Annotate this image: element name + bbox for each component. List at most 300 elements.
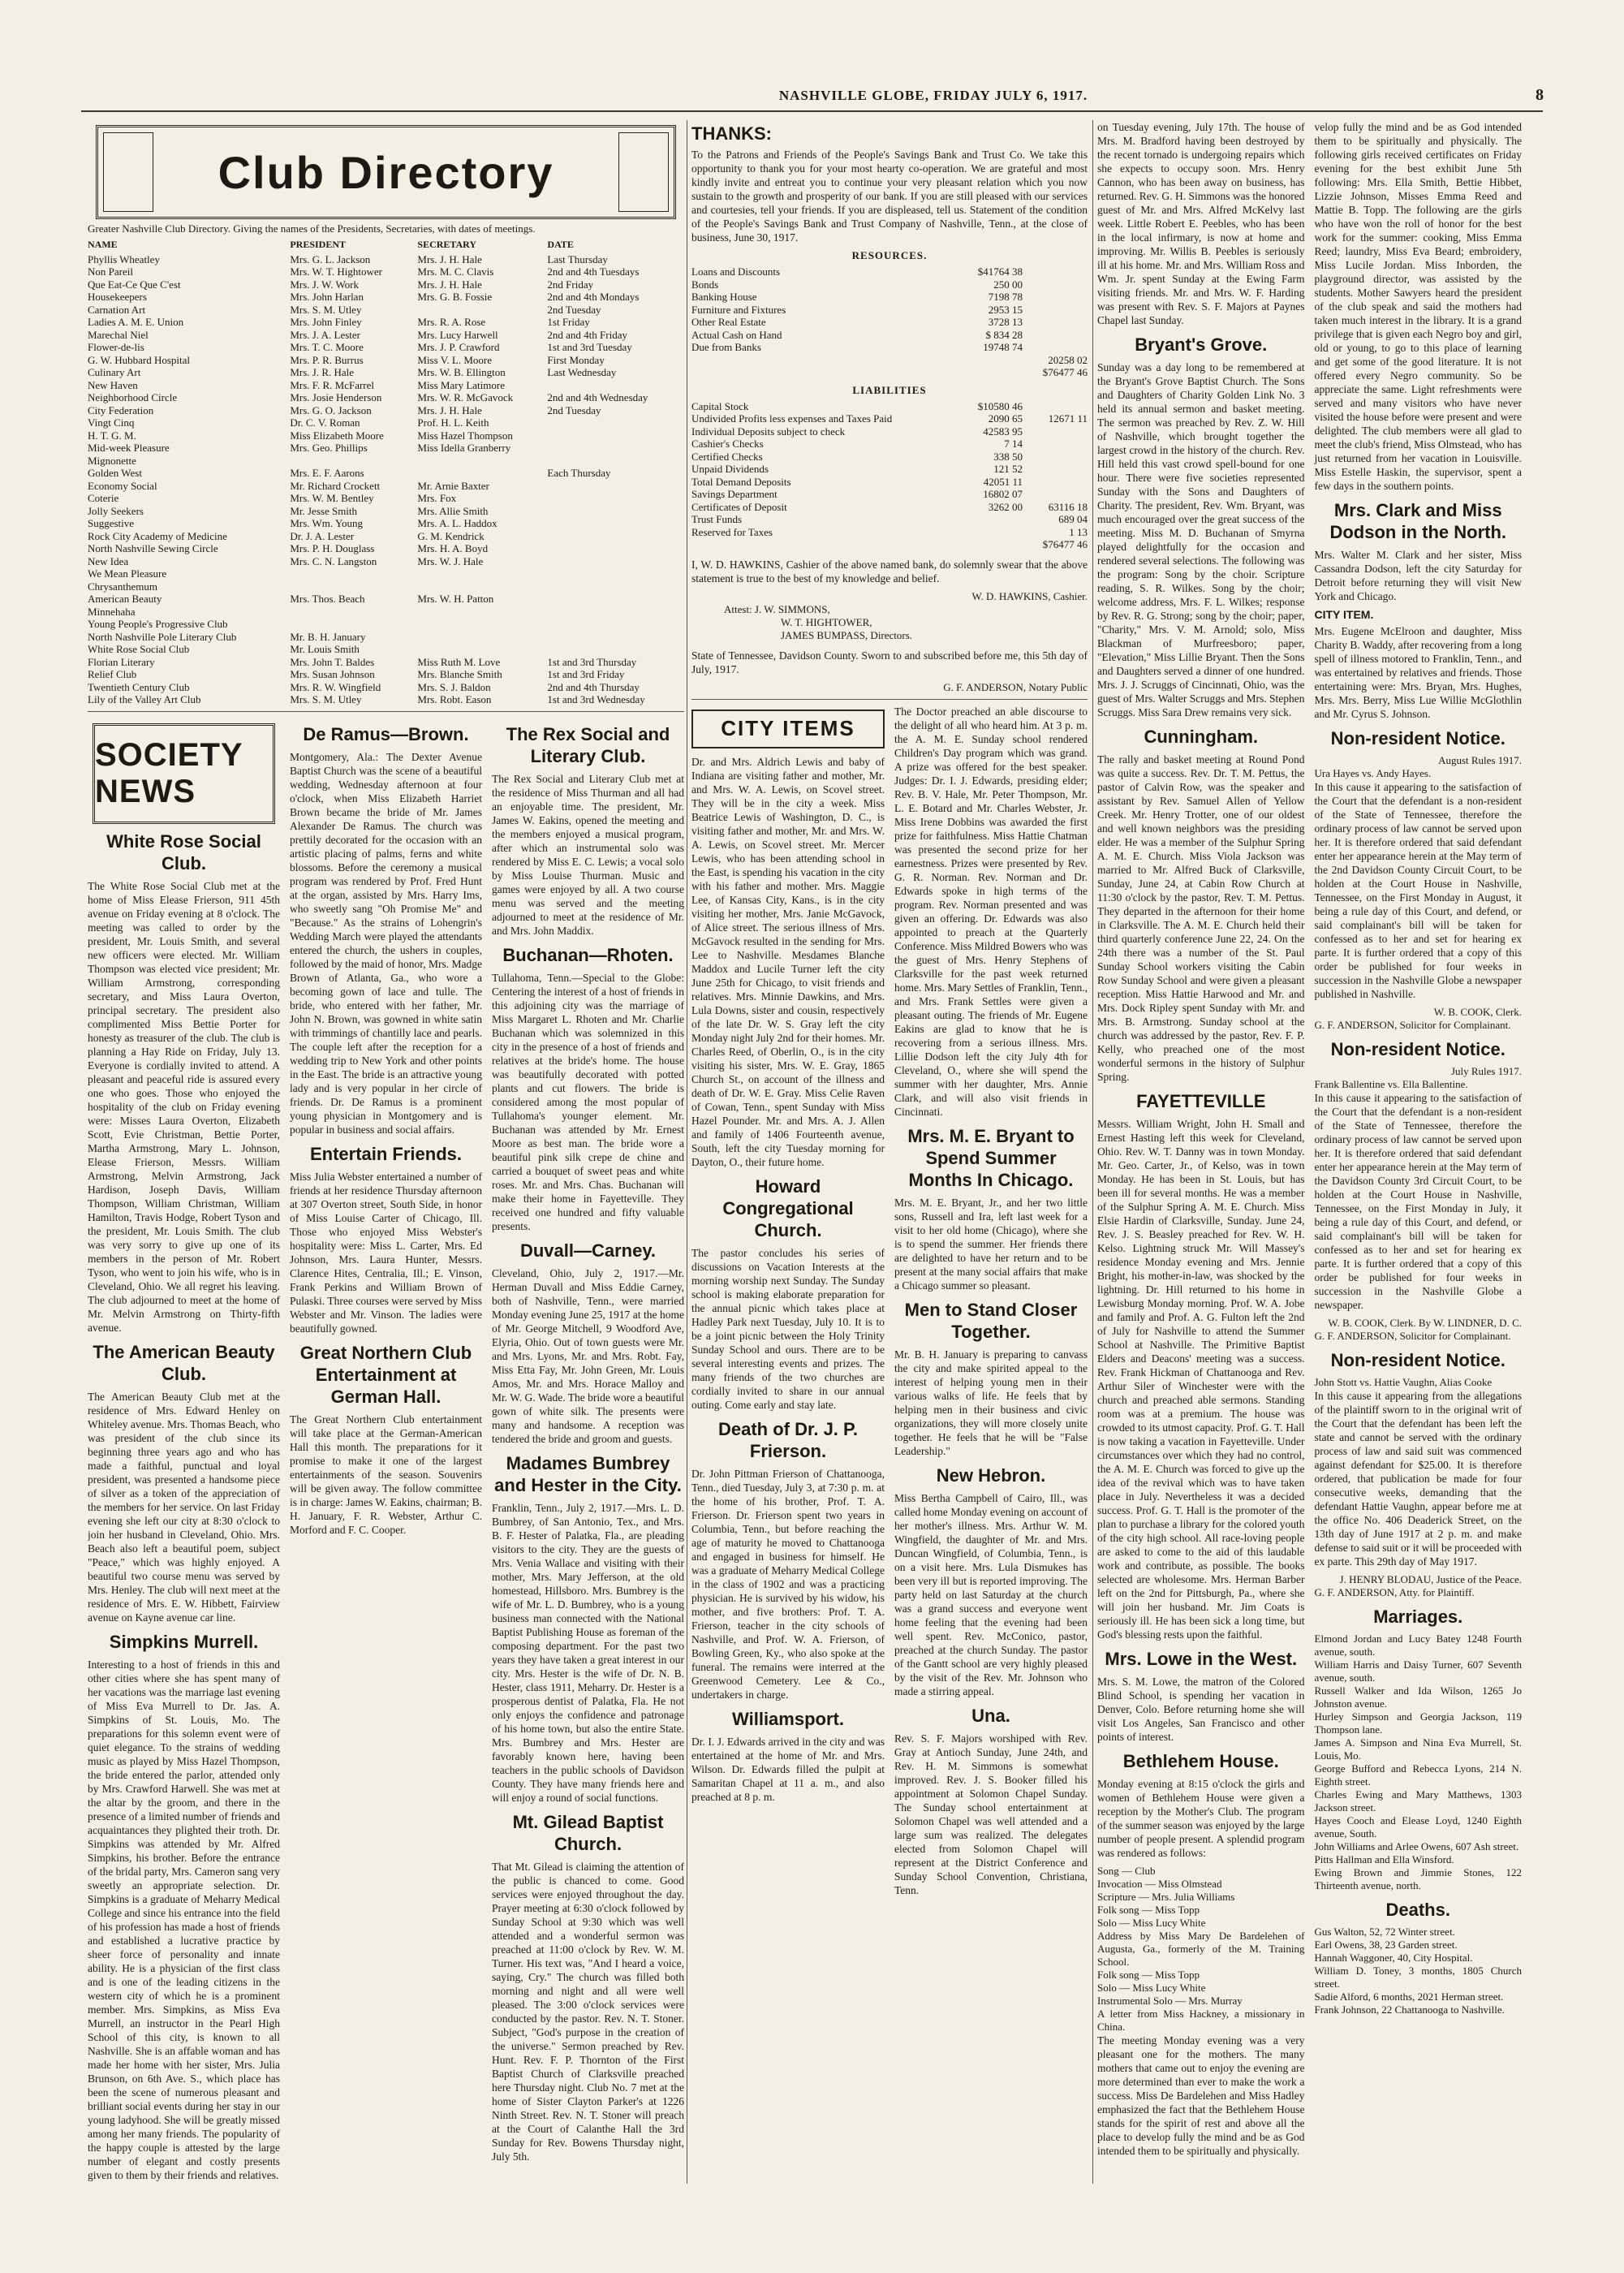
- directory-cell: Mrs. W. M. Bentley: [290, 492, 374, 504]
- directory-cell: 1st and 3rd Tuesday: [547, 341, 632, 353]
- directory-cell: Mrs. R. A. Rose: [417, 316, 486, 328]
- notice-solicitor: G. F. ANDERSON, Atty. for Plaintiff.: [1314, 1586, 1475, 1598]
- statement-amount: $ 834 28: [985, 328, 1023, 341]
- cashier-signature: W. D. HAWKINS, Cashier.: [971, 589, 1088, 602]
- statement-amount: 42051 11: [983, 475, 1023, 488]
- directory-cell: Mrs. G. L. Jackson: [290, 252, 371, 265]
- table-row: [88, 492, 684, 505]
- statement-label: Cashier's Checks: [691, 438, 764, 450]
- statement-label: Capital Stock: [691, 399, 749, 412]
- directory-cell: New Haven: [88, 378, 138, 391]
- article-body: Mrs. M. E. Bryant, Jr., and her two little sons, Russell and Ira, left last week for a visit to her old home (Chicago), where she is to spend the summer. Her friends there are delighted to have her return and to be present at the many social affairs that make a Chicago summer so pleasant.: [894, 1196, 1088, 1292]
- table-row: [88, 606, 684, 619]
- article-body: Dr. John Pittman Frierson of Chattanooga, Tenn., died Tuesday, July 3, at 7:30 p. m. at the home of his brother, Prof. T. A. Frierson. Dr. Frierson spent two years in Columbia, Tenn., but before reaching the age of maturity he moved to Chattanooga and engaged in business for himself. He was a graduate of Meharry Medical College in the class of 1902 and was a practicing physician. He is survived by his widow, his mother, and five brothers: Prof. T. A. Frierson, teacher in the city schools of Nashville, and Prof. W. A. Frierson, of Bowling Green, Ky., who also spoke at the funeral. The remains were interred at the Greenwood Cemetery. Lee & Co., undertakers in charge.: [691, 1467, 885, 1701]
- society-col-b: [290, 717, 482, 2185]
- notary-signature: G. F. ANDERSON, Notary Public: [943, 680, 1088, 693]
- directory-cell: Mrs. Allie Smith: [417, 504, 489, 517]
- statement-row: [691, 278, 1088, 291]
- statement-row: [691, 463, 1088, 476]
- program-item: Invocation — Miss Olmstead: [1097, 1878, 1222, 1890]
- liabilities-table: [691, 400, 1088, 551]
- directory-cell: Mrs. Susan Johnson: [290, 668, 375, 680]
- article-body: Mr. B. H. January is preparing to canvass the city and make spirited appeal to the interest of helping young men in their various walks of life. He feels that by helping men in their business and civic organizations, they will more closely unite together. He feels that he will be "False Leadership.": [894, 1348, 1088, 1457]
- article-heading: Mt. Gilead Baptist Church.: [512, 1811, 664, 1854]
- list-item: George Bufford and Rebecca Lyons, 214 N. Eighth street.: [1314, 1762, 1522, 1788]
- statement-amount: 2953 15: [988, 303, 1023, 316]
- table-row: [88, 643, 684, 656]
- table-row: [88, 693, 684, 706]
- directory-cell: Mrs. Robt. Eason: [417, 693, 492, 705]
- directory-cell: Young People's Progressive Club: [88, 618, 228, 630]
- list-item: Elmond Jordan and Lucy Batey 1248 Fourth avenue, south.: [1314, 1633, 1522, 1658]
- notice-solicitor: G. F. ANDERSON, Solicitor for Complainant.: [1314, 1019, 1511, 1031]
- directory-cell: Mrs. J. H. Hale: [417, 278, 482, 291]
- club-directory-intro: Greater Nashville Club Directory. Giving the names of the Presidents, Secretaries, with dates of meetings.: [88, 222, 536, 235]
- directory-cell: [547, 593, 684, 606]
- directory-cell: [290, 580, 417, 593]
- directory-cell: Mrs. A. L. Haddox: [417, 517, 498, 529]
- directory-cell: Golden West: [88, 467, 142, 479]
- directory-cell: Lily of the Valley Art Club: [88, 693, 201, 705]
- statement-label: Loans and Discounts: [691, 265, 781, 278]
- column-right: [1097, 120, 1522, 2184]
- directory-cell: [547, 416, 684, 429]
- statement-row: [691, 291, 1088, 304]
- statement-row: [691, 526, 1088, 539]
- article-body: The meeting Monday evening was a very pleasant one for the mothers. The many mothers that came out to enjoy the evening are more determined than ever to make the work a success. Miss De Bardelehen and Miss Hadley emphasized the fact that the Bethlehem House stands for the spirit of rest and above all the place to develop fully the mind and be as God intended them to be spiritually and physically.: [1097, 2034, 1305, 2157]
- article-body: velop fully the mind and be as God intended them to be spiritually and physically. The following girls received certificates on Friday evening for the best exhibit June 5th following: Mrs. Ella Smith, Bettie Hibbet, Lizzie Johnson, Misses Emma Reed and Mattie B. Topp. The following are the girls who have won the roll of honor for the best work for the summer: cooking, Miss Emma Reed; laundry, Miss Eva Beard; embroidery, Miss Lucile Jordan. Miss Inborden, the playground director, was assisted by the students. Mother Sawyers heard the president of the club speak and said the mothers had taken much interest in the library. It is a grand privilege that is given each Negro boy and girl, old or young, to go to this place of learning and get some of the good literature. It is not offered every Negro community. So be appreciate the same. Light refreshments were served and many visitors who have never visited the house before were present and were delighted. The club members were all glad to meet the club's friend, Miss Olmstead, who has just returned from her vacation in Louisville. Miss Estelle Haskin, the supervisor, spent a few days in the southern points.: [1314, 121, 1522, 492]
- statement-total: [1023, 329, 1088, 342]
- statement-label: Total Demand Deposits: [691, 475, 791, 488]
- masthead: NASHVILLE GLOBE, FRIDAY JULY 6, 1917.: [778, 88, 1088, 103]
- list-item: John Williams and Arlee Owens, 607 Ash street.: [1314, 1840, 1519, 1852]
- directory-cell: Miss Mary Latimore: [417, 378, 505, 391]
- directory-cell: Mrs. G. B. Fossie: [417, 291, 493, 303]
- directory-header: SECRETARY: [417, 239, 477, 250]
- table-row: [88, 580, 684, 593]
- directory-cell: Mrs. Thos. Beach: [290, 593, 365, 605]
- directory-cell: [417, 567, 547, 580]
- column-left: [88, 120, 684, 2184]
- directory-cell: Mrs. T. C. Moore: [290, 341, 364, 353]
- directory-cell: Economy Social: [88, 479, 157, 492]
- directory-cell: [290, 567, 417, 580]
- marriages-heading: Marriages.: [1373, 1607, 1463, 1627]
- statement-label: [691, 354, 966, 367]
- directory-cell: Mr. Richard Crockett: [290, 479, 381, 492]
- directory-cell: [547, 429, 684, 442]
- article-heading: Mrs. Clark and Miss Dodson in the North.: [1329, 500, 1507, 542]
- directory-cell: Carnation Art: [88, 303, 146, 316]
- resources-table: [691, 265, 1088, 379]
- directory-cell: Miss Elizabeth Moore: [290, 429, 384, 442]
- statement-row: [691, 425, 1088, 438]
- notice-body: In this cause it appearing to the satisfaction of the Court that the defendant is a non-resident of the State of Tennessee, therefore the ordinary process of law cannot be served upon her. It is therefore ordered that said defendant enter her appearance herein at the May term of the 2nd Davidson County Circuit Court, to be holden at the Court House in Nashville, Tennessee, on the First Monday in August, it being a rule day of this Court, and defend, or said complainant's bill will be taken for confessed as to her and set for hearing ex parte. It is further ordered that a copy of this order be published for four weeks in succession in the Nashville Globe a newspaper published in Nashville.: [1314, 781, 1522, 1000]
- directory-cell: City Federation: [88, 403, 154, 416]
- statement-amount: 19748 74: [983, 341, 1023, 353]
- directory-cell: Miss Ruth M. Love: [417, 655, 501, 668]
- statement-label: [691, 538, 966, 551]
- directory-cell: Mrs. J. A. Lester: [290, 328, 360, 341]
- directory-cell: [547, 631, 684, 644]
- table-row: [88, 530, 684, 543]
- attest-line: JAMES BUMPASS, Directors.: [781, 628, 913, 641]
- statement-total: [1023, 291, 1088, 304]
- directory-cell: Mrs. R. W. Wingfield: [290, 680, 381, 693]
- directory-cell: Mrs. John Finley: [290, 316, 362, 328]
- statement-total: $76477 46: [1042, 366, 1088, 378]
- article-heading: Madames Bumbrey and Hester in the City.: [494, 1452, 682, 1495]
- statement-total: [1023, 265, 1088, 278]
- directory-cell: Mrs. J. W. Work: [290, 278, 359, 291]
- city-items-col-a: [691, 705, 885, 1902]
- city-items-col-b: [894, 705, 1088, 1902]
- directory-header: DATE: [547, 239, 574, 250]
- directory-cell: Housekeepers: [88, 291, 147, 303]
- table-row: [88, 505, 684, 518]
- table-row: [88, 291, 684, 304]
- statement-label: Due from Banks: [691, 341, 761, 353]
- notice-heading: Non-resident Notice.: [1330, 1350, 1506, 1370]
- directory-cell: Mrs. John Harlan: [290, 291, 364, 303]
- directory-cell: Marechal Niel: [88, 328, 149, 341]
- directory-cell: Mrs. John T. Baldes: [290, 655, 375, 668]
- statement-label: Certificates of Deposit: [691, 500, 787, 513]
- directory-cell: [547, 606, 684, 619]
- directory-header: NAME: [88, 239, 118, 250]
- directory-cell: Non Pareil: [88, 265, 133, 278]
- article-heading: De Ramus—Brown.: [303, 723, 469, 744]
- directory-cell: Mrs. S. M. Utley: [290, 303, 362, 316]
- directory-cell: [547, 517, 684, 530]
- program-item: Address by Miss Mary De Bardelehen of Augusta, Ga., formerly of the M. Training School.: [1097, 1930, 1305, 1968]
- list-item: Frank Johnson, 22 Chattanooga to Nashville.: [1314, 2003, 1505, 2016]
- directory-cell: Dr. J. A. Lester: [290, 529, 355, 542]
- table-row: [88, 379, 684, 392]
- directory-cell: [547, 379, 684, 392]
- directory-cell: 2nd and 4th Thursday: [547, 680, 640, 693]
- program-item: Song — Club: [1097, 1865, 1156, 1877]
- notice-parties: Ura Hayes vs. Andy Hayes.: [1314, 767, 1432, 779]
- attest-line: Attest: J. W. SIMMONS,: [724, 602, 830, 615]
- directory-cell: Coterie: [88, 492, 119, 504]
- directory-cell: North Nashville Sewing Circle: [88, 542, 218, 554]
- list-item: Gus Walton, 52, 72 Winter street.: [1314, 1926, 1455, 1938]
- statement-amount: 3262 00: [988, 500, 1023, 513]
- directory-cell: Dr. C. V. Roman: [290, 416, 360, 429]
- article-body: Tullahoma, Tenn.—Special to the Globe: Centering the interest of a host of friends in this adjoining city was the marriage of Miss Margaret L. Rhoten and Mr. Charlie Buchanan which was solemnized in this city in the presence of a host of friends and relatives at the bride's home. The house was beautifully decorated with potted plants and cut flowers. The bride is considered among the most popular of Tullahoma's younger element. Mr. Buchanan was attended by Mr. Ernest Moore as best man. The bride wore a beautiful pink silk crepe de chine and carried a bouquet of sweet peas and white roses. Mr. and Mrs. Chas. Buchanan will make their home in Fayetteville. They received one hundred and fifty valuable presents.: [492, 971, 684, 1232]
- article-body: Interesting to a host of friends in this and other cities where she has spent many of her vacations was the marriage last evening of Miss Eva Murrell to Dr. Jas. A. Simpkins of St. Louis, Mo. The preparations for this solemn event were of quiet elegance. To the strains of wedding music as played by Miss Hazel Thompson, the bride entered the parlor, attended only by Mrs. Crawford Harwell. She was met at the altar by the groom, and there in the presence of a limited number of friends and acquaintances they plighted their troth. Dr. Simpkins was attended by Mr. Alfred Simpkins, his brother. Before the entrance of the bridal party, Mrs. Cameron sang very sweetly an appropriate selection. Dr. Simpkins is a graduate of Meharry Medical College and since his entrance into the field of his profession has made a host of friends and established a lucrative practice by sheer force of personality and innate ability. He is a physician of the first class and is one of the leading citizens in the western city of which he is a prominent member. Mrs. Simpkins, as Miss Eva Murrell, an instructor in the Pearl High School of this city, is known to all Nashville. She is an affable woman and has made her home with her sister, Mrs. Julia Brunson, on 6th Ave. S., which place has been the scene of numerous pleasant and brilliant social events during her stay in our young ladyhood. She will be greatly missed among her many friends. The popularity of the happy couple is attested by the large number of elegant and costly presents given to them by their friends and relatives.: [88, 1658, 280, 2181]
- statement-label: Undivided Profits less expenses and Taxes Paid: [691, 412, 893, 425]
- directory-cell: 2nd and 4th Wednesday: [547, 391, 648, 403]
- directory-cell: Miss V. L. Moore: [417, 353, 493, 366]
- table-row: [88, 316, 684, 329]
- statement-amount: 250 00: [993, 278, 1023, 291]
- statement-label: Other Real Estate: [691, 316, 766, 328]
- directory-cell: Miss Idella Granberry: [417, 442, 511, 454]
- statement-total: [1023, 425, 1088, 438]
- directory-cell: [290, 618, 417, 631]
- directory-cell: Mrs. Wm. Young: [290, 517, 364, 529]
- notice-body: In this cause it appearing to the satisfaction of the Court that the defendant is a non-resident of the State of Tennessee, therefore the ordinary process of law cannot be served upon her. It is therefore ordered that said defendant enter her appearance herein at the May term of the Davidson County 3rd Circuit Court, to be holden at the Court House in Nashville, Tennessee, on the First Monday in July, it being a rule day of this Court, and defend, or said complainant's bill will be taken for confessed as to her and set for hearing ex parte. It is further ordered that a copy of this order be published for four weeks in succession in the Nashville Globe a newspaper.: [1314, 1092, 1522, 1311]
- list-item: Pitts Hallman and Ella Winsford.: [1314, 1853, 1454, 1865]
- directory-cell: Miss Hazel Thompson: [417, 429, 513, 442]
- article-heading: CITY ITEM.: [1314, 608, 1374, 621]
- article-body: Miss Bertha Campbell of Cairo, Ill., was called home Monday evening on account of her mother's illness. Mrs. Arthur W. M. Wingfield, the daughter of Mr. and Mrs. Duncan Wingfield, of Columbia, Tenn., is on a visit here. Mrs. Lula Dismukes has been very ill but is reported improving. The party held on last Saturday at the church was a grand success and everyone went home feeling that the evening had been well spent. Rev. McConico, pastor, preached at the church Sunday. The pastor of the Gantt school are very highly pleased by the visit of the Rev. Mr. Johnson who made a stirring appeal.: [894, 1491, 1088, 1697]
- statement-amount: 7 14: [1004, 438, 1023, 450]
- list-item: Sadie Alford, 6 months, 2021 Herman street.: [1314, 1990, 1504, 2003]
- list-item: William D. Toney, 3 months, 1805 Church street.: [1314, 1965, 1522, 1990]
- statement-amount: $10580 46: [977, 399, 1023, 412]
- article-heading: White Rose Social Club.: [106, 830, 261, 873]
- deaths-list: [1315, 1926, 1523, 2016]
- directory-cell: 1st and 3rd Thursday: [547, 655, 637, 668]
- directory-cell: [417, 631, 547, 644]
- list-item: Russell Walker and Ida Wilson, 1265 Jo Johnston avenue.: [1314, 1684, 1522, 1710]
- program-item: A letter from Miss Hackney, a missionary in China.: [1097, 2008, 1305, 2033]
- club-directory-table: [88, 235, 684, 706]
- directory-cell: Mrs. J. H. Hale: [417, 403, 482, 416]
- directory-cell: Mr. Jesse Smith: [290, 504, 358, 517]
- directory-cell: Mrs. W. R. McGavock: [417, 391, 514, 403]
- statement-total: [1023, 400, 1088, 413]
- statement-amount: 42583 95: [983, 425, 1023, 438]
- table-row: [88, 593, 684, 606]
- directory-cell: Florian Literary: [88, 655, 155, 668]
- article-heading: Buchanan—Rhoten.: [502, 944, 674, 965]
- notice-heading: Non-resident Notice.: [1330, 1039, 1506, 1059]
- article-body: Mrs. Eugene McElroon and daughter, Miss Charity B. Waddy, after recovering from a long spell of illness motored to Franklin, Tenn., and was entertained by relatives and friends. Those entertaining were: Mrs. Bryan, Mrs. Hughes, Mrs. Mrs. Berry, Miss Lue Willie McGlothlin and Mr. Cyrus S. Johnson.: [1314, 625, 1522, 720]
- article-body: Dr. I. J. Edwards arrived in the city and was entertained at the home of Mr. and Mrs. Wilson. Dr. Edwards filled the pulpit at Samaritan Chapel at 11 a. m., and also preached at 8 p. m.: [691, 1735, 885, 1803]
- article-body: Mrs. S. M. Lowe, the matron of the Colored Blind School, is spending her vacation in Denver, Colo. Before returning home she will visit Los Angeles, San Francisco and other points of interest.: [1097, 1676, 1305, 1743]
- directory-cell: Mrs. P. H. Douglass: [290, 542, 375, 554]
- directory-cell: We Mean Pleasure: [88, 567, 167, 580]
- article-heading: Bethlehem House.: [1122, 1751, 1279, 1771]
- statement-row: [691, 265, 1088, 278]
- column-middle: [691, 120, 1088, 2184]
- table-row: [88, 480, 684, 493]
- statement-total: [1023, 438, 1088, 451]
- statement-label: Savings Department: [691, 488, 778, 500]
- article-body: Franklin, Tenn., July 2, 1917.—Mrs. L. D. Bumbrey, of San Antonio, Tex., and Mrs. B. F. Hester of Palatka, Fla., are pleading visitors to the city. They are the guests of Mrs. Venia Wallace and visiting with their mother, Mrs. Mary Jefferson, at the old homestead, Hillsboro. Mrs. Bumbrey is the wife of Mr. L. D. Bumbrey, who is a young business man connected with the National Baptist Publishing House as foreman of the composing department. For the past two years they have taken a great interest in our city. Mrs. Hester is the wife of Dr. N. B. Hester, class 1911, Meharry. Dr. Hester is a prosperous dentist of Palatka, Fla. He not only enjoys the confidence and patronage of his home town, but also the entire State. Mrs. Bumbrey and Mrs. Hester are favorably known here, having been teachers in the public schools of Davidson County. They have many friends here and will enjoy a round of social functions.: [492, 1501, 684, 1804]
- directory-cell: 2nd and 4th Tuesdays: [547, 265, 640, 278]
- article-body: Messrs. William Wright, John H. Small and Ernest Hasting left this week for Cleveland, Ohio. Rev. W. T. Danny was in town Monday. Mr. Geo. Carter, Jr., of Kelso, was in town Monday. He has been in St. Louis, but has been ill for several months. He was a member of the Sulphur Spring A. M. E. Church. Miss Elsie Hardin of Clarksville, Sunday. June 24, Rev. J. S. Beasley preached for Rev. W. H. Kelso. Lightning struck Mr. Will Massey's residence Monday evening and Mrs. Jennie Bright, his mother-in-law, was shocked by the lightning. Dr. Hill returned to his home in Lewisburg Monday morning. Prof. W. A. Jobe and family and Prof. A. G. Fulton left the 2nd of July for Nashville to attend the Summer School at Nashville. The Primitive Baptist Elders and Deacons' meeting was a success. Rev. Frank Hickman of Chattanooga and Rev. Arthur Siler of Winchester were with the church and preached able sermons. Standing room was at a premium. The house was crowded to its utmost capacity. Prof. G. T. Hall is now taking a vacation in Fayetteville. Under circumstances over which they had no control, the A. M. E. Church was forced to give up the idea of the revival which was to have taken place in July. Nevertheless it was a decided success. Prof. G. T. Hall is the promoter of the plan to purchase a library for the colored youth of the city high school. All race-loving people are asked to come to the aid of this laudable work and contribute, as possible. The books selected are wholesome. Mrs. Herman Barber left on the 2nd for Pittsburgh, Pa., where she will join her husband. Mr. Jim Coats is seriously ill. He has been sick a long time, but God's blessing rests upon the faithful.: [1097, 1118, 1305, 1641]
- directory-cell: Last Thursday: [547, 252, 608, 265]
- statement-row: [691, 366, 1088, 379]
- article-body: Dr. and Mrs. Aldrich Lewis and baby of Indiana are visiting father and mother, Mr. and Mrs. W. A. Lewis, on Scovel street. They will be in the city a week. Miss Beatrice Lewis of Washington, D. C., is visiting father and mother, Mr. and Mrs. W. A. Lewis, on Scovel street. Mr. Mercer Lewis, who has been attending school in the East, is spending his vacation in the city with his father and mother. Mrs. Maggie Lee, of Kansas City, Kans., is in the city visiting her mother, Mrs. Janie McGavock, of Alice street. The serious illness of Mrs. McGavock resulted in the sending for Mrs. Lee to Nashville. Mesdames Blanche Maddox and Lucile Turner left the city June 25th for Chicago, to visit friends and relatives. Mrs. Minnie Dawkins, and Mrs. Lula Downs, sister and cousin, respectively of the late Dr. W. S. Gray left the city Monday night July 2nd for their homes. Mr. Charles Reed, of Oberlin, O., is in the city visiting his sister, Mrs. W. E. Gray, 1865 Church St., on account of the illness and death of Dr. W. E. Gray. Miss Celie Raven of Cowan, Tenn., spent Sunday with Miss Hazel Pounder. Mr. and Mrs. A. J. Allen and family of 1406 Fourteenth avenue, South, left the city Tuesday morning for Dayton, O., their future home.: [691, 755, 885, 1168]
- directory-cell: [547, 567, 684, 580]
- statement-total: $76477 46: [1042, 538, 1088, 550]
- directory-cell: Mrs. C. N. Langston: [290, 554, 377, 567]
- program-item: Scripture — Mrs. Julia Williams: [1097, 1891, 1235, 1903]
- table-row: [88, 278, 684, 291]
- notice-heading: Non-resident Notice.: [1330, 728, 1506, 748]
- directory-cell: [547, 480, 684, 493]
- directory-cell: Mrs. M. C. Clavis: [417, 265, 494, 278]
- directory-cell: 2nd and 4th Mondays: [547, 291, 640, 303]
- directory-cell: Mrs. J. P. Crawford: [417, 341, 500, 353]
- statement-total: [1023, 463, 1088, 476]
- notice-signature: W. B. COOK, Clerk.: [1433, 1006, 1522, 1018]
- thanks-body: To the Patrons and Friends of the People's Savings Bank and Trust Co. We take this opportunity to thank you for your most hearty co-operation. We are grateful and most kindly invite and entreat you to continue your very pleasant relation which you now sustain to the growth and prosperity of our bank. If you are still pleased with our services and courtesies, tell your friends. If you are displeased, tell us. Statement of the condition of the People's Savings Bank and Trust Company of Nashville, Tenn., at the close of business, June 30, 1917.: [691, 149, 1088, 244]
- notice-signature: J. HENRY BLODAU, Justice of the Peace.: [1339, 1573, 1522, 1585]
- directory-cell: Vingt Cinq: [88, 416, 135, 429]
- table-row: [88, 404, 684, 417]
- table-row: [88, 542, 684, 555]
- table-row: [88, 442, 684, 455]
- society-news-title: SOCIETY NEWS: [95, 736, 243, 809]
- directory-cell: Mrs. S. J. Baldon: [417, 680, 491, 693]
- statement-total: 12671 11: [1048, 412, 1088, 425]
- statement-row: [691, 341, 1088, 354]
- directory-cell: North Nashville Pole Literary Club: [88, 630, 237, 643]
- statement-total: 1 13: [1069, 525, 1088, 538]
- article-heading: New Hebron.: [936, 1464, 1046, 1486]
- statement-total: [1023, 278, 1088, 291]
- directory-cell: 2nd Friday: [547, 278, 594, 291]
- statement-label: Individual Deposits subject to check: [691, 425, 846, 438]
- directory-cell: White Rose Social Club: [88, 643, 190, 655]
- directory-cell: [547, 455, 684, 468]
- directory-cell: [417, 618, 547, 631]
- table-row: [88, 555, 684, 568]
- article-heading: Howard Congregational Church.: [722, 1175, 854, 1240]
- article-heading: FAYETTEVILLE: [1136, 1091, 1266, 1111]
- society-col-a: [88, 717, 280, 2185]
- article-body: The rally and basket meeting at Round Pond was quite a success. Rev. Dr. T. M. Pettus, the pastor of Calvin Row, was the speaker and assistant by Rev. Samuel Allen of Yellow Creek. Mr. Henry Trotter, one of our oldest and well known neighbors was the presiding elder. He was a member of the Sulphur Spring A. M. E. Church. Miss Viola Jackson was married to Mr. Alfred Buck of Clarksville, Sunday, June 24, at Cabin Row Church at 11:30 o'clock by the pastor, Rev. T. M. Pettus. They departed in the afternoon for their home in Clarksville. The A. M. E. Church held their third quarterly conference June 22, 24. On the 24th there was a number of the St. Paul Sunday School workers visiting the Cabin Row Sunday School and were given a pleasant reception. Miss Hattie Harwood and Mr. and Mrs. Dock Ripley spent Sunday with Mr. and Mrs. B. Armstrong. Sunday school at the church was addressed by the pastor, Rev. F. P. Kelly, who preached one of the most wonderful sermons in the history of Sulphur Spring.: [1097, 753, 1305, 1083]
- statement-amount: 16802 07: [983, 488, 1023, 500]
- article-heading: Bryant's Grove.: [1135, 334, 1268, 355]
- directory-cell: Rock City Academy of Medicine: [88, 529, 227, 542]
- statement-amount: [966, 354, 1023, 367]
- statement-row: [691, 476, 1088, 489]
- directory-cell: Chrysanthemum: [88, 580, 157, 593]
- table-row: [88, 341, 684, 354]
- directory-cell: [547, 530, 684, 543]
- directory-cell: [290, 455, 417, 468]
- table-row: [88, 455, 684, 468]
- club-directory-title: Club Directory: [218, 146, 554, 198]
- directory-cell: Mrs. Fox: [417, 492, 457, 504]
- directory-cell: [417, 304, 547, 317]
- directory-cell: [290, 606, 417, 619]
- directory-cell: Culinary Art: [88, 366, 141, 378]
- directory-cell: Mrs. W. J. Hale: [417, 554, 484, 567]
- right-col-b: [1315, 120, 1523, 2163]
- statement-amount: $41764 38: [977, 265, 1023, 278]
- statement-label: Certified Checks: [691, 450, 763, 463]
- article-heading: Death of Dr. J. P. Frierson.: [718, 1418, 858, 1461]
- directory-cell: Mrs. Geo. Phillips: [290, 442, 368, 454]
- directory-cell: Phyllis Wheatley: [88, 252, 160, 265]
- directory-cell: [417, 467, 547, 480]
- table-row: [88, 416, 684, 429]
- cashier-oath: I, W. D. HAWKINS, Cashier of the above named bank, do solemnly swear that the above statement is true to the best of my knowledge and belief.: [691, 558, 1088, 584]
- directory-cell: [417, 455, 547, 468]
- directory-cell: Prof. H. L. Keith: [417, 416, 489, 429]
- article-heading: The American Beauty Club.: [93, 1341, 275, 1384]
- statement-row: [691, 451, 1088, 464]
- directory-cell: Mrs. F. R. McFarrel: [290, 378, 375, 391]
- attest-line: W. T. HIGHTOWER,: [781, 615, 872, 628]
- article-heading: Mrs. M. E. Bryant to Spend Summer Months In Chicago.: [907, 1125, 1075, 1190]
- directory-cell: Minnehaha: [88, 605, 136, 618]
- article-body: The Great Northern Club entertainment will take place at the German-American Hall this month. The preparations for it promise to make it one of the largest entertainments of the season. Souvenirs will be given away. The follow committee is in charge: James W. Eakins, chairman; B. H. January, F. R. Webster, Arthur C. Morford and F. C. Cooper.: [290, 1413, 482, 1536]
- statement-amount: [966, 526, 1023, 539]
- directory-cell: First Monday: [547, 353, 605, 366]
- statement-total: [1023, 304, 1088, 317]
- directory-cell: Suggestive: [88, 517, 135, 529]
- directory-cell: Relief Club: [88, 668, 137, 680]
- list-item: Charles Ewing and Mary Matthews, 1303 Jackson street.: [1314, 1788, 1522, 1814]
- statement-total: [1023, 341, 1088, 354]
- article-heading: Cunningham.: [1144, 727, 1259, 747]
- statement-total: 63116 18: [1048, 500, 1088, 513]
- directory-cell: Mignonette: [88, 454, 136, 467]
- society-columns: [88, 717, 684, 2185]
- article-heading: Duvall—Carney.: [519, 1240, 657, 1261]
- right-columns: [1097, 120, 1522, 2163]
- article-body: Montgomery, Ala.: The Dexter Avenue Baptist Church was the scene of a beautiful wedding, Wednesday afternoon at four o'clock, when Miss Elizabeth Harriet Brown became the bride of Mr. James Alexander De Ramus. The church was prettily decorated for the occasion with an artistic placing of palms, ferns and white blossoms. Before the ceremony a musical program was rendered by Prof. Fred Hunt at the organ, assisted by Mrs. Harry Ims, who sweetly sang "Oh Promise Me" and "Because." As the strains of Lohengrin's Wedding March were played the attendants entered the church, the ushers in couples, followed by the maid of honor, Mrs. Madge Brown of Atlanta, Ga., who wore a becoming gown of lace and tulle. The bride, who entered with her father, Mr. John N. Brown, was gowned in white satin with trimmings of chantilly lace and pearls. The couple left after the reception for a wedding trip to New York and other points in the East. The bride is an attractive young lady and is very popular in her circle of friends. Dr. De Ramus is a prominent young physician in Montgomery and is popular in business and social affairs.: [290, 750, 482, 1136]
- top-rule: [81, 110, 1543, 112]
- program-item: Folk song — Miss Topp: [1097, 1969, 1200, 1981]
- statement-amount: 338 50: [993, 450, 1023, 463]
- statement-label: Actual Cash on Hand: [691, 328, 782, 341]
- directory-cell: Neighborhood Circle: [88, 391, 178, 403]
- directory-cell: [547, 618, 684, 631]
- society-col-c: [492, 717, 684, 2185]
- directory-cell: [547, 492, 684, 505]
- article-body: Sunday was a day long to be remembered at the Bryant's Grove Baptist Church. The Sons and Daughters of Charity Golden Link No. 3 held its annual sermon and basket meeting. The sermon was preached by Rev. Z. W. Hill of Nashville, which brought together the largest crowd in the history of the church. Rev. Hill held this vast crowd spell-bound for one hour. There were five societies represented Sunday with the Sons and Daughters of Charity. The president, Rev. Wm. Bryant, was much encouraged over the great success of the meeting. Miss M. D. Buchanan of Smyrna played delightfully for the occasion and rendered several selections. The following was the program: Song by the choir. Scripture reading, S. R. Wilkes. Song by the choir; welcome address, Mrs. F. L. Wilkes; response by Rev. R. G. Strong; song by the choir; paper, "Charity," Mrs. V. M. Arnold; solo, Miss Blackman of Murfreesboro; paper, "Elevation," Miss Lillie Bryant. Then the Sons and Daughters served a dinner of one hundred. Mrs. J. J. Scruggs of Cincinnati, Ohio, was the guest of Mrs. Walter Scruggs and Mrs. Stephen Scruggs. Miss Sara Drew remains very sick.: [1097, 361, 1305, 718]
- directory-cell: G. W. Hubbard Hospital: [88, 353, 191, 366]
- article-body: That Mt. Gilead is claiming the attention of the public is chanced to come. Good services were enjoyed throughout the day. Prayer meeting at 6:30 o'clock followed by Sunday School at 9:30 which was well attended and a wonderful sermon was preached at 11:00 o'clock by Rev. W. M. Turner. His text was, "And I heard a voice, saying, Cry." The church was filled both morning and night and all were well pleased. The 3:00 o'clock services were conducted by the pastor. Rev. N. T. Stoner. Subject, "God's purpose in the creation of the universe." Sermon preached by Rev. Hunt. Rev. F. P. Thornton of the First Baptist Church of Clarksville preached here Thursday night. Club No. 7 met at the home of Sister Clayton Parker's at 1226 Ninth Street. Rev. N. T. Stoner will preach at the Court of Calanthe Hall the 3rd Sunday for Rev. Bowens Thursday night, July 5th.: [492, 1860, 684, 2163]
- table-row: [88, 329, 684, 342]
- directory-cell: Twentieth Century Club: [88, 680, 190, 693]
- deaths-heading: Deaths.: [1385, 1900, 1450, 1920]
- statement-row: [691, 412, 1088, 425]
- program-item: Solo — Miss Lucy White: [1097, 1982, 1206, 1994]
- article-heading: The Rex Social and Literary Club.: [506, 723, 670, 766]
- thanks-title: THANKS:: [691, 123, 772, 144]
- table-row: [88, 304, 684, 317]
- table-row: [88, 366, 684, 379]
- directory-cell: Mrs. J. R. Hale: [290, 366, 355, 378]
- article-heading: Great Northern Club Entertainment at German Hall.: [299, 1342, 472, 1407]
- directory-cell: [547, 555, 684, 568]
- table-row: [88, 467, 684, 480]
- list-item: William Harris and Daisy Turner, 607 Seventh avenue, south.: [1314, 1658, 1522, 1684]
- table-row: [88, 668, 684, 681]
- statement-amount: 3728 13: [988, 316, 1023, 328]
- article-body: The pastor concludes his series of discussions on Vacation Interests at the morning worship next Sunday. The Sunday school is making elaborate preparation for the annual picnic which takes place at Hadley Park next Tuesday, July 10. It is to be a joint picnic between the Holy Trinity Sunday School and ours. There are to be several interesting events and prizes. The many friends of the two churches are cordially invited to share in our annual outing. Come early and stay late.: [691, 1246, 885, 1411]
- directory-cell: New Idea: [88, 554, 129, 567]
- table-row: [88, 656, 684, 669]
- directory-cell: Mrs. W. T. Hightower: [290, 265, 382, 278]
- list-item: Ewing Brown and Jimmie Stones, 122 Thirteenth avenue, north.: [1314, 1866, 1522, 1891]
- list-item: Hannah Waggoner, 40, City Hospital.: [1314, 1952, 1473, 1964]
- notice-parties: John Stott vs. Hattie Vaughn, Alias Cooke: [1314, 1376, 1493, 1388]
- statement-row: [691, 513, 1088, 526]
- statement-row: [691, 400, 1088, 413]
- statement-label: Trust Funds: [691, 513, 743, 525]
- statement-label: Bonds: [691, 278, 719, 291]
- statement-label: Furniture and Fixtures: [691, 303, 786, 316]
- directory-cell: [547, 580, 684, 593]
- statement-label: Banking House: [691, 291, 757, 303]
- notice-rule: July Rules 1917.: [1450, 1065, 1522, 1077]
- society-news-banner: [93, 723, 275, 824]
- statement-total: [1023, 451, 1088, 464]
